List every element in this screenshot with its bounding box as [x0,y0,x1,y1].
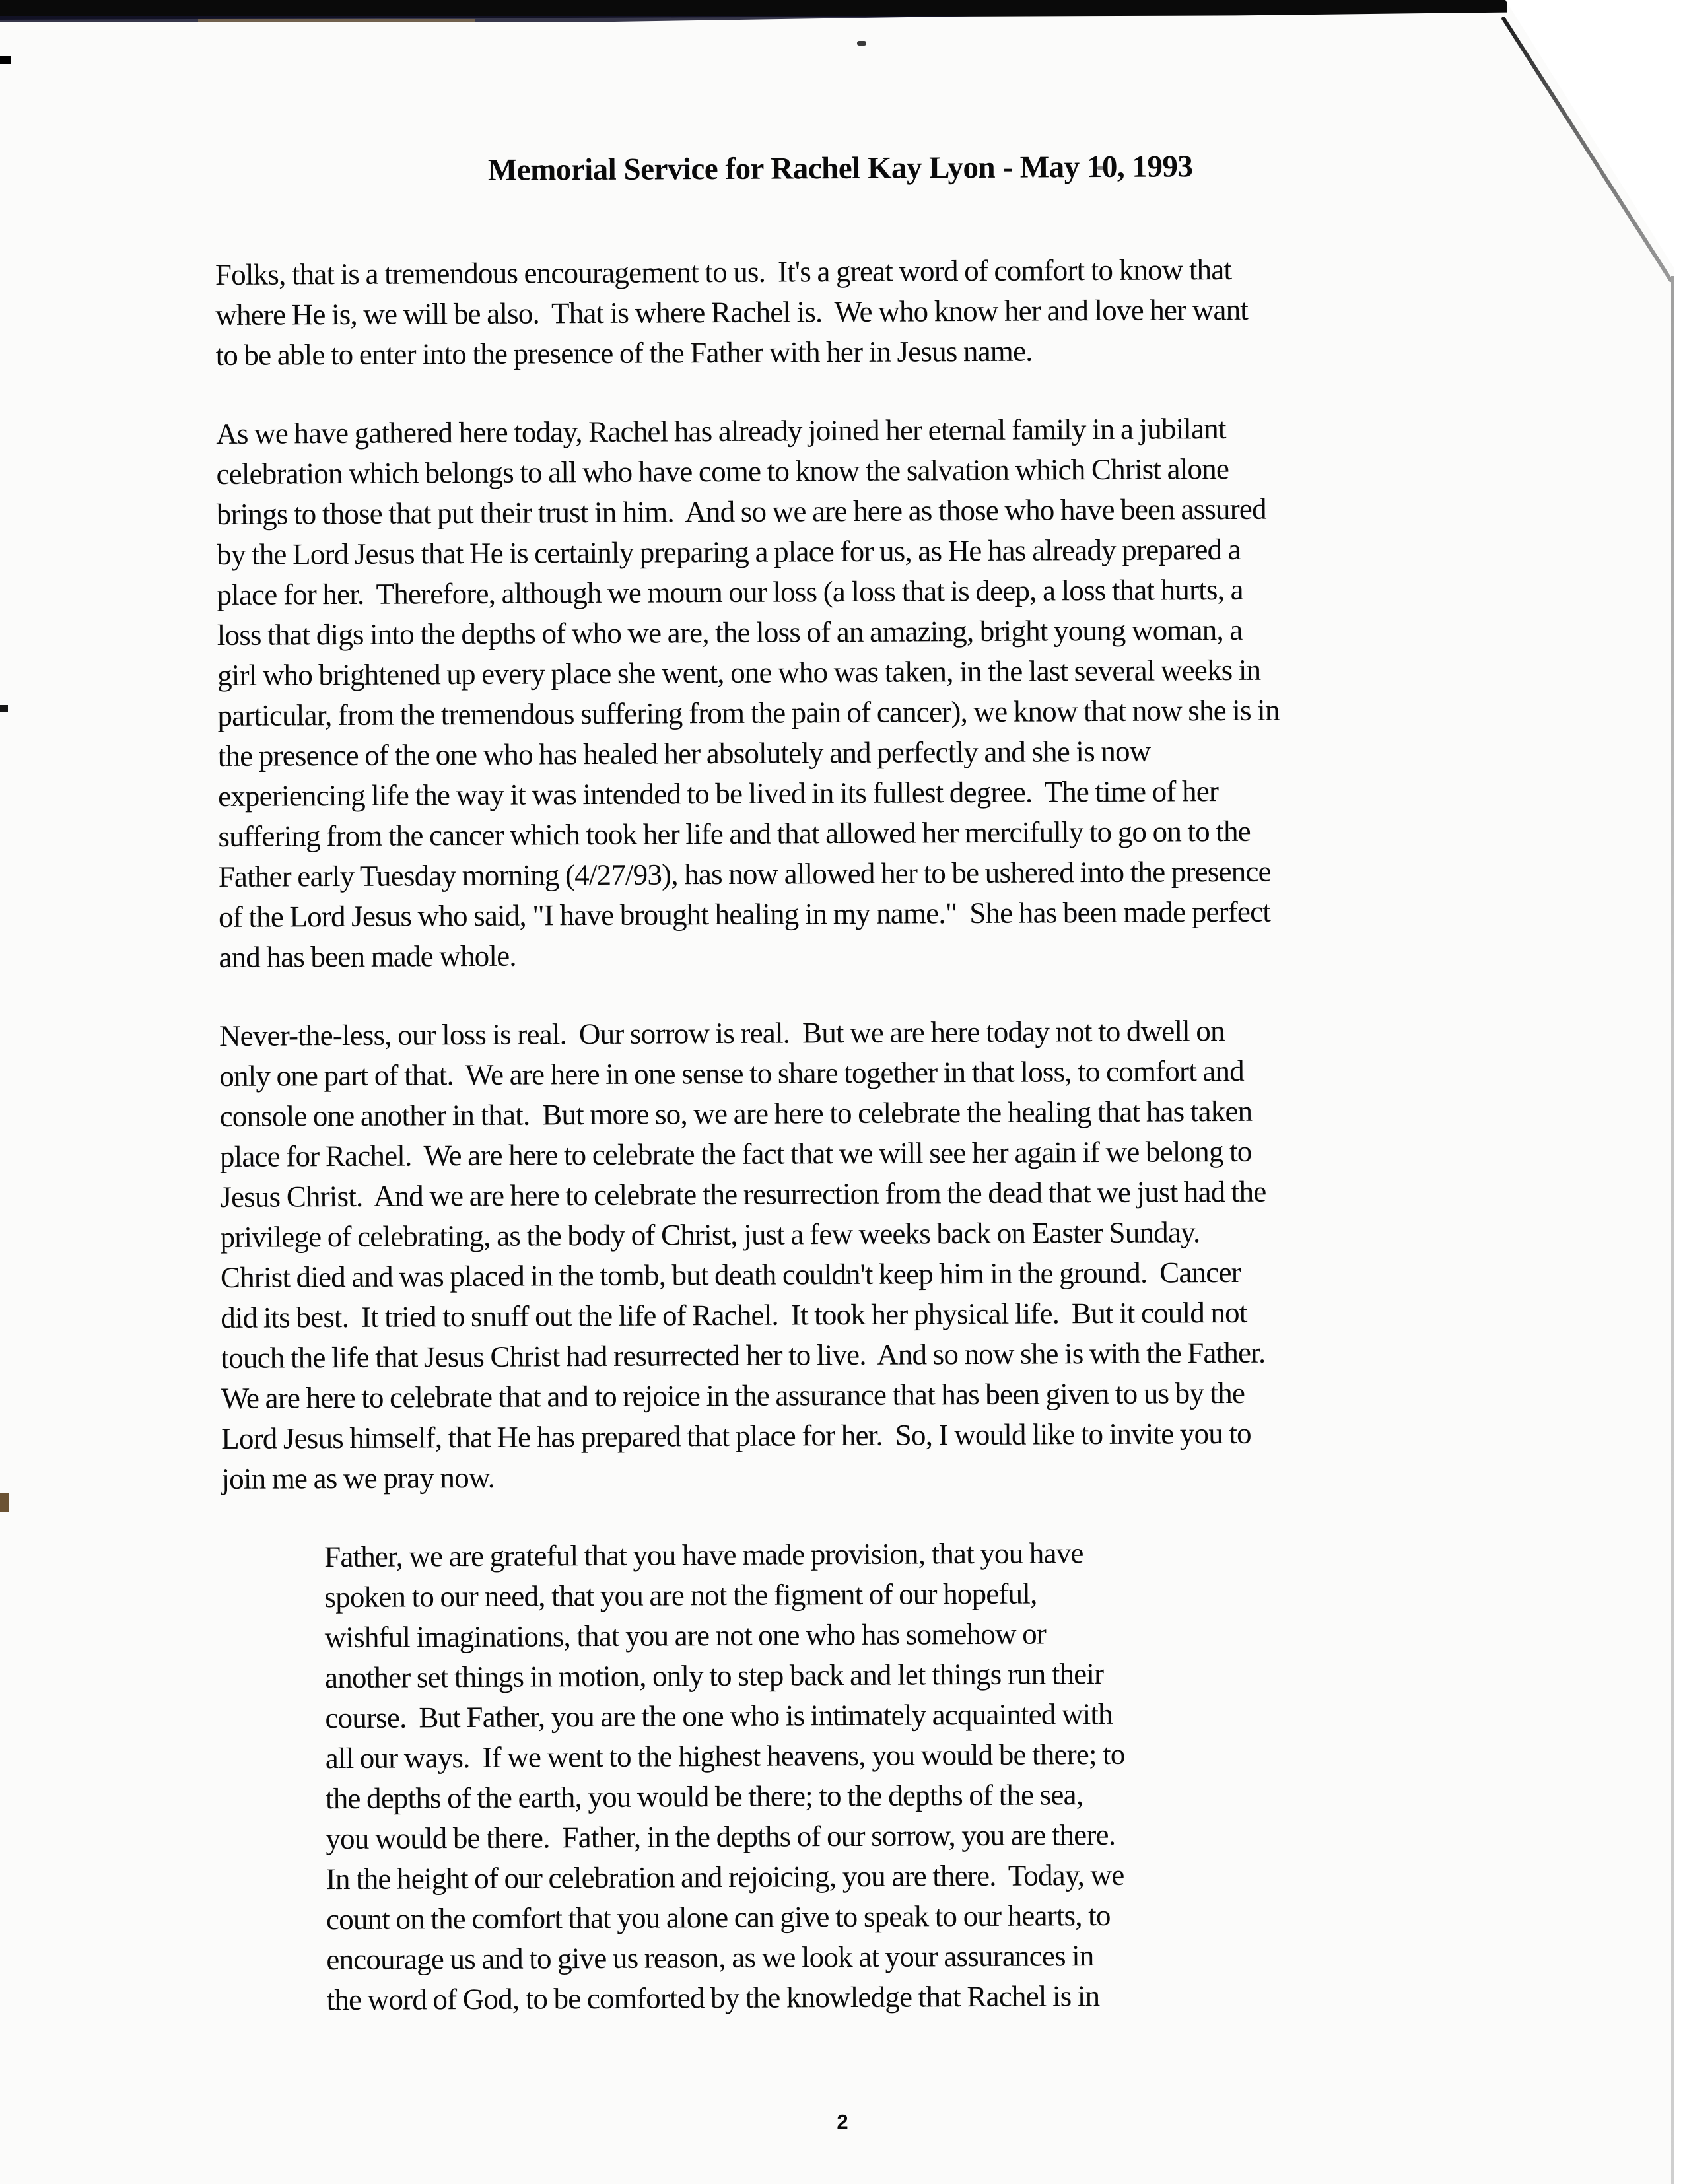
text-line: Jesus Christ. And we are here to celebrate the resurrection from the dead that we just had the [220,1175,1266,1213]
text-line: count on the comfort that you alone can give to speak to our hearts, to [326,1898,1111,1936]
text-line: where He is, we will be also. That is where Rachel is. We who know her and love her want [215,292,1249,331]
scan-artifact-right-margin [1674,0,1685,2184]
text-line: encourage us and to give us reason, as we look at your assurances in [326,1939,1094,1977]
text-line: did its best. It tried to snuff out the life of Rachel. It took her physical life. But it could not [221,1295,1247,1334]
text-line: to be able to enter into the presence of the Father with her in Jesus name. [215,334,1033,372]
text-line: In the height of our celebration and rejoicing, you are there. Today, we [326,1858,1124,1896]
text-line: join me as we pray now. [221,1460,495,1495]
text-line: spoken to our need, that you are not the figment of our hopeful, [324,1577,1037,1614]
document-body [215,248,1476,2021]
paragraph [324,1531,1476,2020]
text-line: touch the life that Jesus Christ had resurrected her to live. And so now she is with the Father. [221,1336,1266,1375]
text-line: brings to those that put their trust in him. And so we are here as those who have been assured [216,492,1266,531]
scan-edge-mark [0,56,11,64]
scan-artifact-top-bar-shadow [0,16,990,22]
text-line: As we have gathered here today, Rachel has already joined her eternal family in a jubilant [216,411,1226,450]
scan-artifact-top-bar-tint [198,19,475,22]
scan-edge-mark [0,705,8,712]
text-line: the depths of the earth, you would be there; to the depths of the sea, [325,1778,1083,1816]
text-line: course. But Father, you are the one who is intimately acquainted with [325,1697,1113,1735]
text-line: and has been made whole. [219,939,516,974]
text-line: the presence of the one who has healed her absolutely and perfectly and she is now [217,734,1151,772]
document-title: Memorial Service for Rachel Kay Lyon - May 10, 1993 [487,149,1193,188]
scan-artifact-corner-fold [1505,0,1685,285]
text-line: Christ died and was placed in the tomb, but death couldn't keep him in the ground. Cancer [220,1255,1241,1294]
text-line: console one another in that. But more so, we are here to celebrate the healing that has taken [219,1094,1253,1133]
text-line: girl who brightened up every place she went, one who was taken, in the last several weeks in [217,653,1261,692]
text-line: all our ways. If we went to the highest heavens, you would be there; to [325,1737,1125,1775]
scan-speck [857,41,866,46]
text-line: We are here to celebrate that and to rejoice in the assurance that has been given to us by the [221,1376,1245,1415]
text-line: experiencing life the way it was intended to be lived in its fullest degree. The time of her [217,774,1219,813]
text-line: particular, from the tremendous suffering from the pain of cancer), we know that now she is in [217,693,1280,732]
text-line: place for her. Therefore, although we mourn our loss (a loss that is deep, a loss that hurts, a [217,572,1243,611]
document-content [215,145,1476,2059]
text-line: celebration which belongs to all who have come to know the salvation which Christ alone [216,452,1229,491]
scan-edge-mark [0,1493,9,1512]
text-line: suffering from the cancer which took her life and that allowed her mercifully to go on to the [218,814,1251,853]
text-line: only one part of that. We are here in one sense to share together in that loss, to comfort and [219,1054,1245,1093]
text-line: Lord Jesus himself, that He has prepared that place for her. So, I would like to invite you to [221,1416,1251,1455]
text-line: Folks, that is a tremendous encouragement to us. It's a great word of comfort to know that [215,252,1232,291]
paragraph [219,1009,1473,1499]
text-line: Father early Tuesday morning (4/27/93), has now allowed her to be ushered into the presence [218,854,1271,893]
paragraph [215,248,1467,376]
text-line: of the Lord Jesus who said, "I have brought healing in my name." She has been made perfect [218,895,1271,934]
text-line: privilege of celebrating, as the body of Christ, just a few weeks back on Easter Sunday. [220,1215,1200,1254]
paragraph [216,407,1470,978]
text-line: wishful imaginations, that you are not one who has somehow or [324,1617,1047,1655]
text-line: place for Rachel. We are here to celebrate the fact that we will see her again if we belong to [219,1134,1252,1173]
text-line: loss that digs into the depths of who we are, the loss of an amazing, bright young woman, a [217,613,1243,652]
page-number: 2 [837,2110,848,2133]
text-line: another set things in motion, only to step back and let things run their [324,1656,1104,1695]
text-line: Never-the-less, our loss is real. Our sorrow is real. But we are here today not to dwell on [219,1014,1225,1052]
text-line: the word of God, to be comforted by the knowledge that Rachel is in [326,1979,1100,2017]
text-line: by the Lord Jesus that He is certainly preparing a place for us, as He has already prepared a [217,532,1241,571]
text-line: Father, we are grateful that you have made provision, that you have [324,1536,1083,1574]
text-line: you would be there. Father, in the depths of our sorrow, you are there. [326,1818,1116,1856]
